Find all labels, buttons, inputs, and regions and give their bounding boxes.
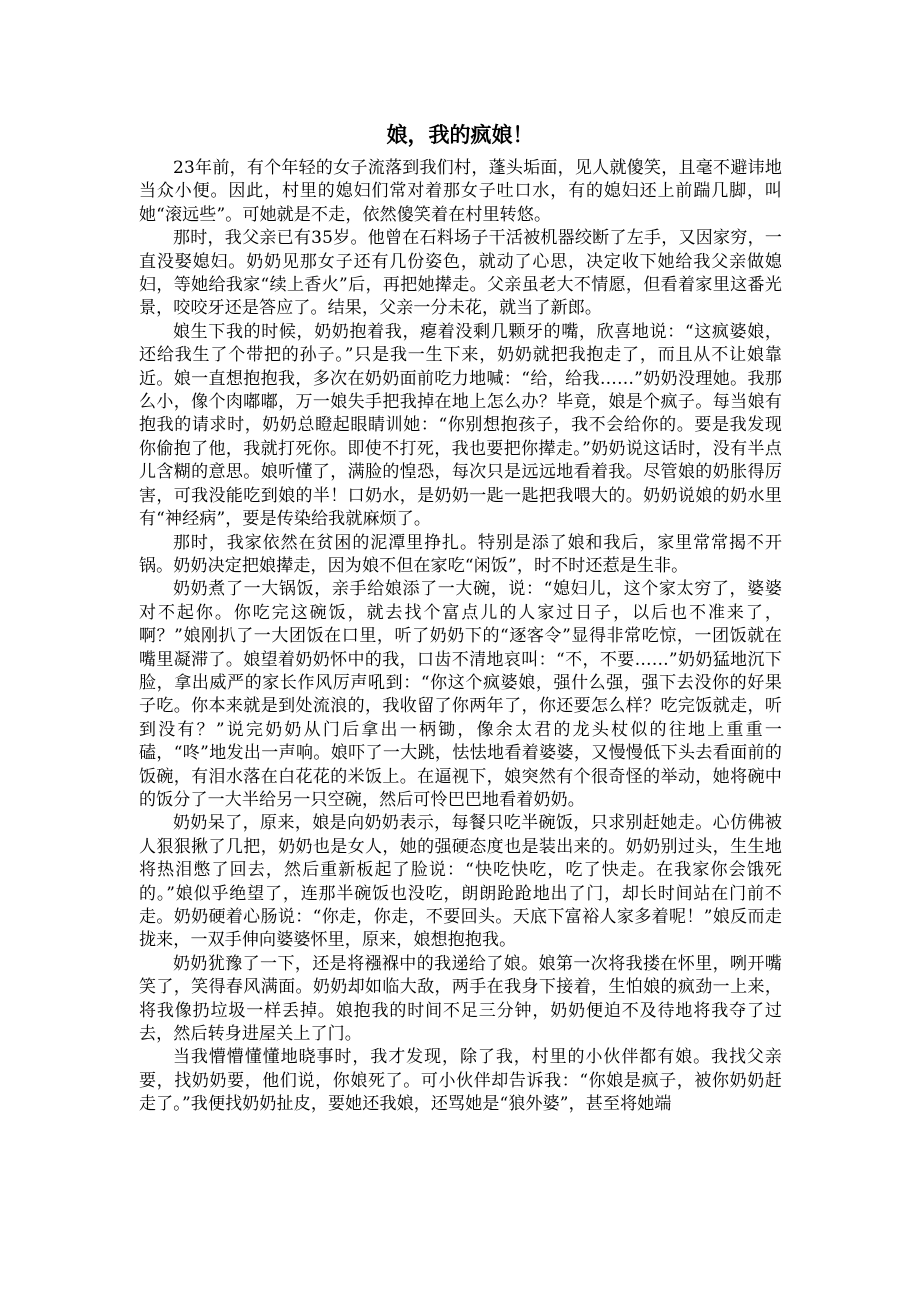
paragraph: 娘生下我的时候，奶奶抱着我，瘪着没剩几颗牙的嘴，欣喜地说：“这疯婆娘，还给我生了个带把的孙子。”只是我一生下来，奶奶就把我抱走了，而且从不让娘靠近。娘一直想抱抱我，多次在奶奶面前吃力地喊：“给，给我……”奶奶没理她。我那么小，像个肉嘟嘟，万一娘失手把我掉在地上怎么办？毕竟，娘是个疯子。每当娘有抱我的请求时，奶奶总瞪起眼睛训她：“你别想抱孩子，我不会给你的。要是我发现你偷抱了他，我就打死你。即使不打死，我也要把你撵走。”奶奶说这话时，没有半点儿含糊的意思。娘听懂了，满脸的惶恐，每次只是远远地看着我。尽管娘的奶胀得厉害，可我没能吃到娘的半！口奶水，是奶奶一匙一匙把我喂大的。奶奶说娘的奶水里有“神经病”，要是传染给我就麻烦了。 bbox=[139, 321, 782, 530]
document-title: 娘，我的疯娘！ bbox=[386, 122, 534, 147]
paragraph: 奶奶煮了一大锅饭，亲手给娘添了一大碗，说：“媳妇儿，这个家太穷了，婆婆对不起你。你吃完这碗饭，就去找个富点儿的人家过日子，以后也不准来了，啊？”娘刚扒了一大团饭在口里，听了奶奶下的“逐客令”显得非常吃惊，一团饭就在嘴里凝滞了。娘望着奶奶怀中的我，口齿不清地哀叫：“不，不要……”奶奶猛地沉下脸，拿出威严的家长作风厉声吼到：“你这个疯婆娘，强什么强，强下去没你的好果子吃。你本来就是到处流浪的，我收留了你两年了，你还要怎么样？吃完饭就走，听到没有？”说完奶奶从门后拿出一柄锄，像余太君的龙头杖似的往地上重重一磕，“咚”地发出一声响。娘吓了一大跳，怯怯地看着婆婆，又慢慢低下头去看面前的饭碗，有泪水落在白花花的米饭上。在逼视下，娘突然有个很奇怪的举动，她将碗中的饭分了一大半给另一只空碗，然后可怜巴巴地看着奶奶。 bbox=[139, 579, 782, 810]
paragraph: 奶奶呆了，原来，娘是向奶奶表示，每餐只吃半碗饭，只求别赶她走。心仿佛被人狠狠揪了几把，奶奶也是女人，她的强硬态度也是装出来的。奶奶别过头，生生地将热泪憋了回去，然后重新板起了脸说：“快吃快吃，吃了快走。在我家你会饿死的。”娘似乎绝望了，连那半碗饭也没吃，朗朗跄跄地出了门，却长时间站在门前不走。奶奶硬着心肠说：“你走，你走，不要回头。天底下富裕人家多着呢！”娘反而走拢来，一双手伸向婆婆怀里，原来，娘想抱抱我。 bbox=[139, 813, 782, 951]
paragraph: 当我懵懵懂懂地晓事时，我才发现，除了我，村里的小伙伴都有娘。我找父亲要，找奶奶要，他们说，你娘死了。可小伙伴却告诉我：“你娘是疯子，被你奶奶赶走了。”我便找奶奶扯皮，要她还我娘，还骂她是“狼外婆”，甚至将她端 bbox=[139, 1047, 782, 1115]
document-body bbox=[139, 157, 782, 1117]
paragraph: 那时，我家依然在贫困的泥潭里挣扎。特别是添了娘和我后，家里常常揭不开锅。奶奶决定把娘撵走，因为娘不但在家吃“闲饭”，时不时还惹是生非。 bbox=[139, 532, 782, 576]
paragraph: 23年前，有个年轻的女子流落到我们村，蓬头垢面，见人就傻笑，且毫不避讳地当众小便。因此，村里的媳妇们常对着那女子吐口水，有的媳妇还上前踹几脚，叫她“滚远些”。可她就是不走，依然傻笑着在村里转悠。 bbox=[139, 158, 782, 225]
paragraph: 奶奶犹豫了一下，还是将襁褓中的我递给了娘。娘第一次将我搂在怀里，咧开嘴笑了，笑得春风满面。奶奶却如临大敌，两手在我身下接着，生怕娘的疯劲一上来，将我像扔垃圾一样丢掉。娘抱我的时间不足三分钟，奶奶便迫不及待地将我夺了过去，然后转身进屋关上了门。 bbox=[139, 953, 782, 1045]
paragraph: 那时，我父亲已有35岁。他曾在石料场子干活被机器绞断了左手，又因家穷，一直没娶媳妇。奶奶见那女子还有几份姿色，就动了心思，决定收下她给我父亲做媳妇，等她给我家“续上香火”后，再把她撵走。父亲虽老大不情愿，但看着家里这番光景，咬咬牙还是答应了。结果，父亲一分未花，就当了新郎。 bbox=[139, 228, 782, 319]
